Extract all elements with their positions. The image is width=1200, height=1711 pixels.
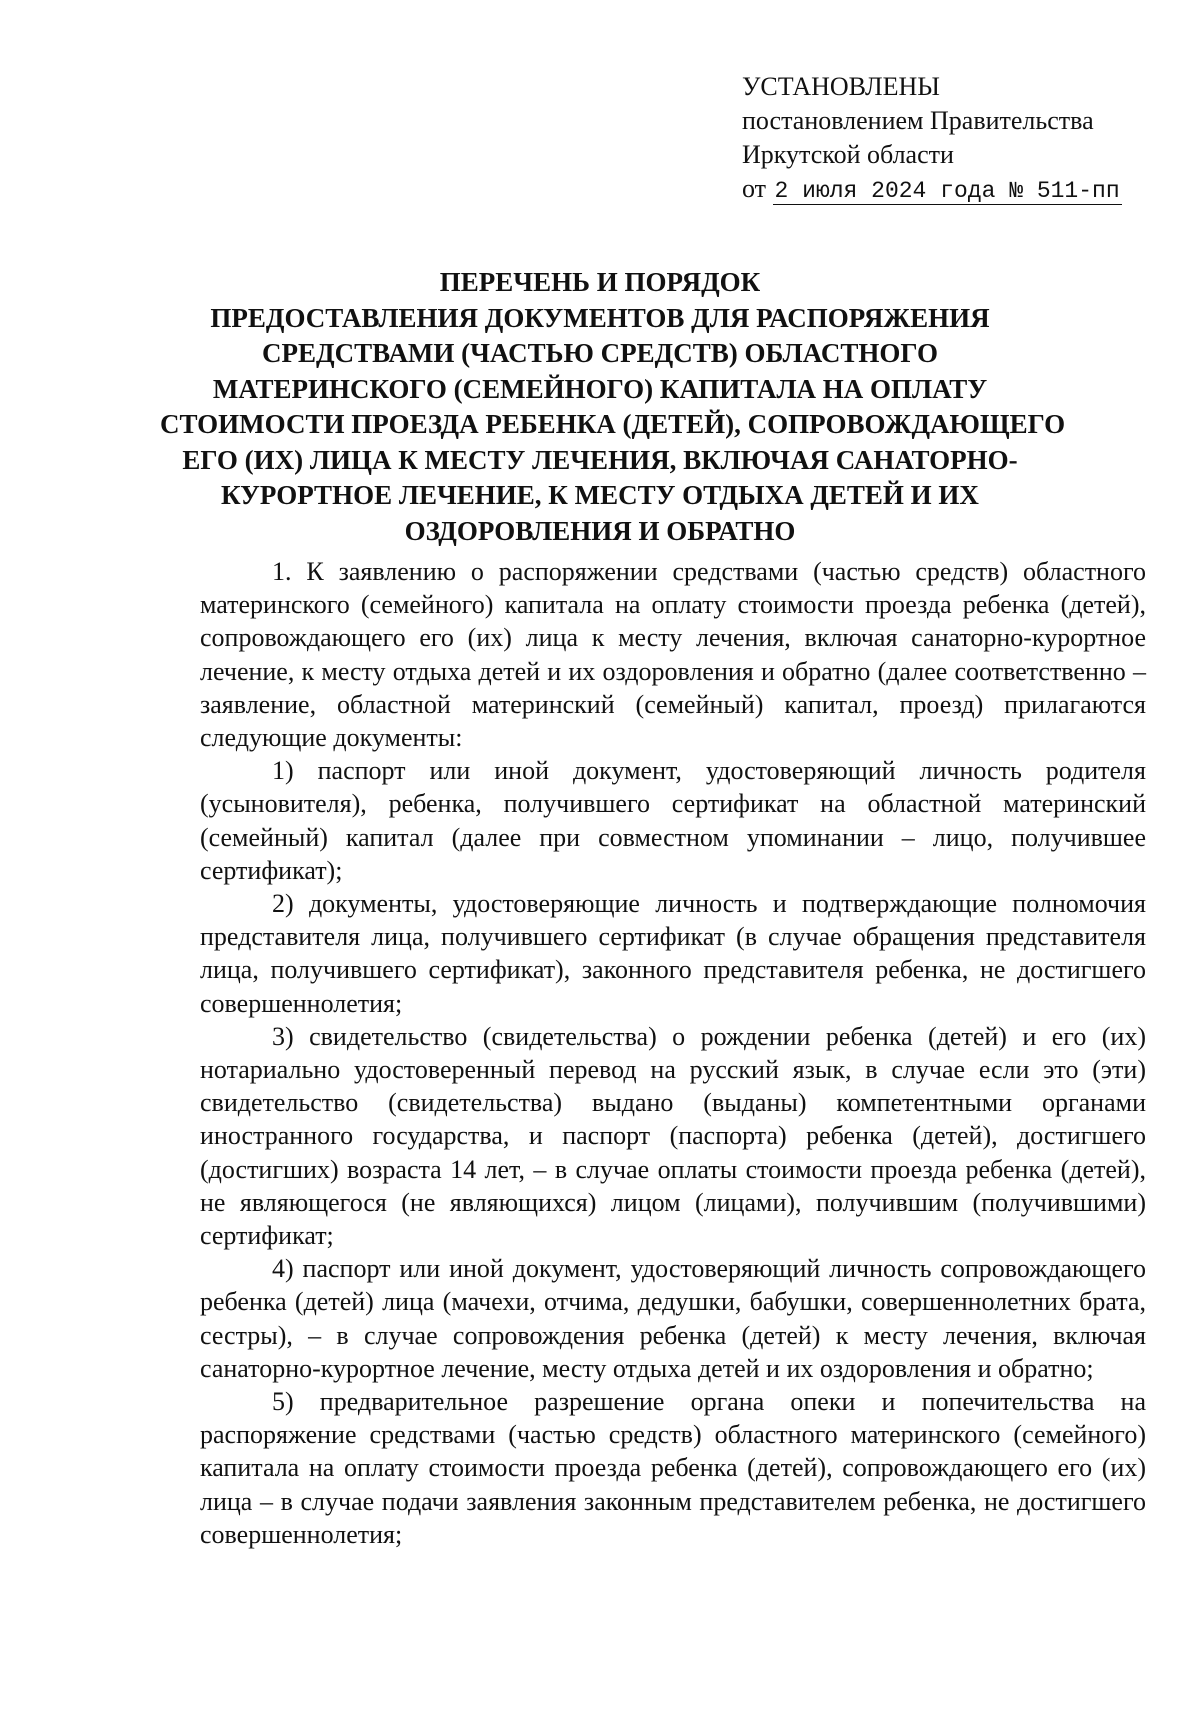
title-line: ОЗДОРОВЛЕНИЯ И ОБРАТНО <box>404 515 796 546</box>
title-line: ЕГО (ИХ) ЛИЦА К МЕСТУ ЛЕЧЕНИЯ, ВКЛЮЧАЯ САНАТОРНО- <box>182 444 1018 475</box>
approval-stamp <box>742 70 1162 208</box>
approval-number: 511-пп <box>1036 178 1120 204</box>
list-item-4: 4) паспорт или иной документ, удостоверяющий личность сопровождающего ребенка (детей) лица (мачехи, отчима, дедушки, бабушки, совершеннолетних брата, сестры), – в случае сопровождения ребенка (детей) к месту лечения, включая санаторно-курортное лечение, месту отдыха детей и их оздоровления и обратно; <box>200 1254 1146 1383</box>
approval-number-sign: № <box>1009 178 1023 204</box>
document-title <box>160 265 1066 549</box>
title-line: МАТЕРИНСКОГО (СЕМЕЙНОГО) КАПИТАЛА НА ОПЛАТУ <box>212 373 988 404</box>
title-line: КУРОРТНОЕ ЛЕЧЕНИЕ, К МЕСТУ ОТДЫХА ДЕТЕЙ И ИХ <box>221 480 979 510</box>
approval-date <box>773 178 1122 205</box>
title-line: СТОИМОСТИ ПРОЕЗДА РЕБЕНКА (ДЕТЕЙ), СОПРОВОЖДАЮЩЕГО <box>160 409 1066 439</box>
title-line: ПРЕДОСТАВЛЕНИЯ ДОКУМЕНТОВ ДЛЯ РАСПОРЯЖЕНИЯ <box>210 302 990 333</box>
approval-issuer: постановлением Правительства <box>742 106 1094 135</box>
approval-date-value: 2 июля 2024 года <box>774 178 996 204</box>
list-item-3: 3) свидетельство (свидетельства) о рождении ребенка (детей) и его (их) нотариально удостоверенный перевод на русский язык, в случае если это (эти) свидетельство (свидетельства) выдано (выданы) компетентными органами иностранного государства, и паспорт (паспорта) ребенка (детей), достигшего (достигших) возраста 14 лет, – в случае оплаты стоимости проезда ребенка (детей), не являющегося (не являющихся) лицом (лицами), получившим (получившими) сертификат; <box>200 1021 1146 1251</box>
approval-region: Иркутской области <box>742 140 954 169</box>
list-item-2: 2) документы, удостоверяющие личность и подтверждающие полномочия представителя лица, получившего сертификат (в случае обращения представителя лица, получившего сертификат), законного представителя ребенка, не достигшего совершеннолетия; <box>200 889 1146 1018</box>
approval-date-line <box>742 172 1162 208</box>
approval-date-prefix: от <box>742 174 767 203</box>
title-line: СРЕДСТВАМИ (ЧАСТЬЮ СРЕДСТВ) ОБЛАСТНОГО <box>262 338 938 368</box>
approval-status: УСТАНОВЛЕНЫ <box>742 72 940 101</box>
title-line: ПЕРЕЧЕНЬ И ПОРЯДОК <box>439 267 761 297</box>
document-body <box>200 555 1146 1551</box>
list-item-1: 1) паспорт или иной документ, удостоверяющий личность родителя (усыновителя), ребенка, получившего сертификат на областной материнский (семейный) капитал (далее при совместном упоминании – лицо, получившее сертификат); <box>200 756 1146 885</box>
list-item-5: 5) предварительное разрешение органа опеки и попечительства на распоряжение средствами (частью средств) областного материнского (семейного) капитала на оплату стоимости проезда ребенка (детей), сопровождающего его (их) лица – в случае подачи заявления законным представителем ребенка, не достигшего совершеннолетия; <box>200 1387 1146 1549</box>
paragraph-1: 1. К заявлению о распоряжении средствами (частью средств) областного материнского (семейного) капитала на оплату стоимости проезда ребенка (детей), сопровождающего его (их) лица к месту лечения, включая санаторно-курортное лечение, к месту отдыха детей и их оздоровления и обратно (далее соответственно – заявление, областной материнский (семейный) капитал, проезд) прилагаются следующие документы: <box>200 557 1146 753</box>
